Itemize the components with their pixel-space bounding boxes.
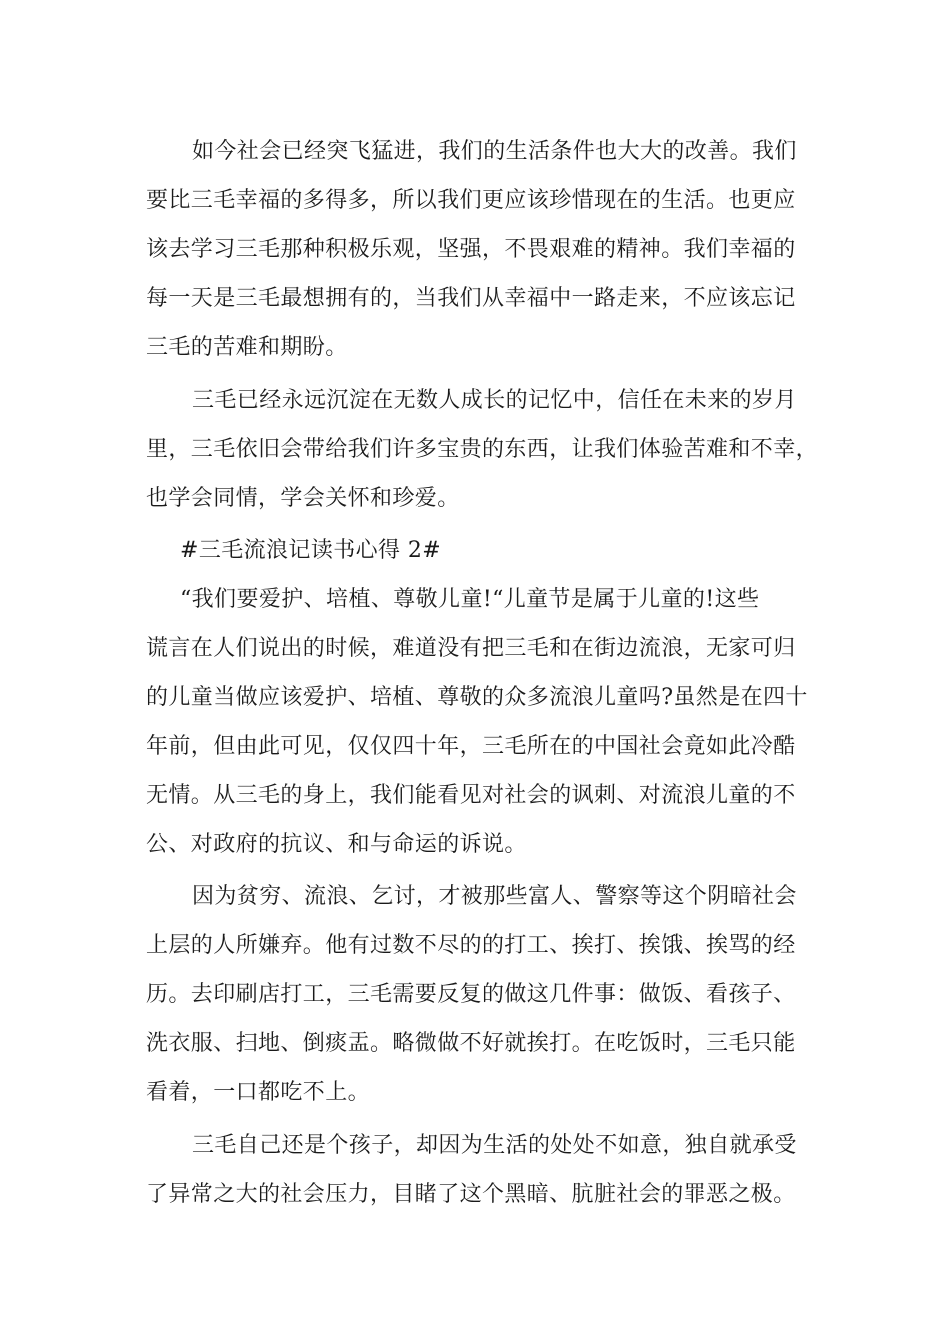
paragraph-3-line-1: “我们要爱护、培植、尊敬儿童!“儿童节是属于儿童的!这些	[180, 587, 760, 612]
paragraph-4-line-3: 历。去印刷店打工，三毛需要反复的做这几件事：做饭、看孩子、	[146, 982, 796, 1007]
paragraph-1-line-2: 要比三毛幸福的多得多，所以我们更应该珍惜现在的生活。也更应	[146, 188, 796, 213]
paragraph-3-line-6: 公、对政府的抗议、和与命运的诉说。	[146, 832, 527, 857]
paragraph-5-line-2: 了异常之大的社会压力，目睹了这个黑暗、肮脏社会的罪恶之极。	[146, 1182, 796, 1207]
paragraph-3-line-4: 年前，但由此可见，仅仅四十年，三毛所在的中国社会竟如此冷酷	[146, 734, 796, 759]
paragraph-4-line-2: 上层的人所嫌弃。他有过数不尽的的打工、挨打、挨饿、挨骂的经	[146, 933, 796, 958]
paragraph-3-line-3: 的儿童当做应该爱护、培植、尊敬的众多流浪儿童吗?虽然是在四十	[146, 685, 808, 710]
paragraph-5-line-1: 三毛自己还是个孩子，却因为生活的处处不如意，独自就承受	[192, 1133, 797, 1158]
paragraph-2-line-2: 里，三毛依旧会带给我们许多宝贵的东西，让我们体验苦难和不幸，	[146, 437, 819, 462]
paragraph-2-line-1: 三毛已经永远沉淀在无数人成长的记忆中，信任在未来的岁月	[192, 388, 797, 413]
paragraph-1-line-3: 该去学习三毛那种积极乐观，坚强，不畏艰难的精神。我们幸福的	[146, 237, 796, 262]
paragraph-4-line-4: 洗衣服、扫地、倒痰盂。略微做不好就挨打。在吃饭时，三毛只能	[146, 1031, 796, 1056]
paragraph-3-line-5: 无情。从三毛的身上，我们能看见对社会的讽刺、对流浪儿童的不	[146, 783, 796, 808]
paragraph-4-line-1: 因为贫穷、流浪、乞讨，才被那些富人、警察等这个阴暗社会	[192, 884, 797, 909]
section-heading: #三毛流浪记读书心得 2#	[180, 538, 442, 563]
paragraph-3-line-2: 谎言在人们说出的时候，难道没有把三毛和在街边流浪，无家可归	[146, 636, 796, 661]
paragraph-4-line-5: 看着，一口都吃不上。	[146, 1080, 371, 1105]
paragraph-1-line-1: 如今社会已经突飞猛进，我们的生活条件也大大的改善。我们	[192, 139, 797, 164]
paragraph-1-line-5: 三毛的苦难和期盼。	[146, 335, 348, 360]
paragraph-1-line-4: 每一天是三毛最想拥有的，当我们从幸福中一路走来，不应该忘记	[146, 286, 796, 311]
paragraph-2-line-3: 也学会同情，学会关怀和珍爱。	[146, 486, 460, 511]
